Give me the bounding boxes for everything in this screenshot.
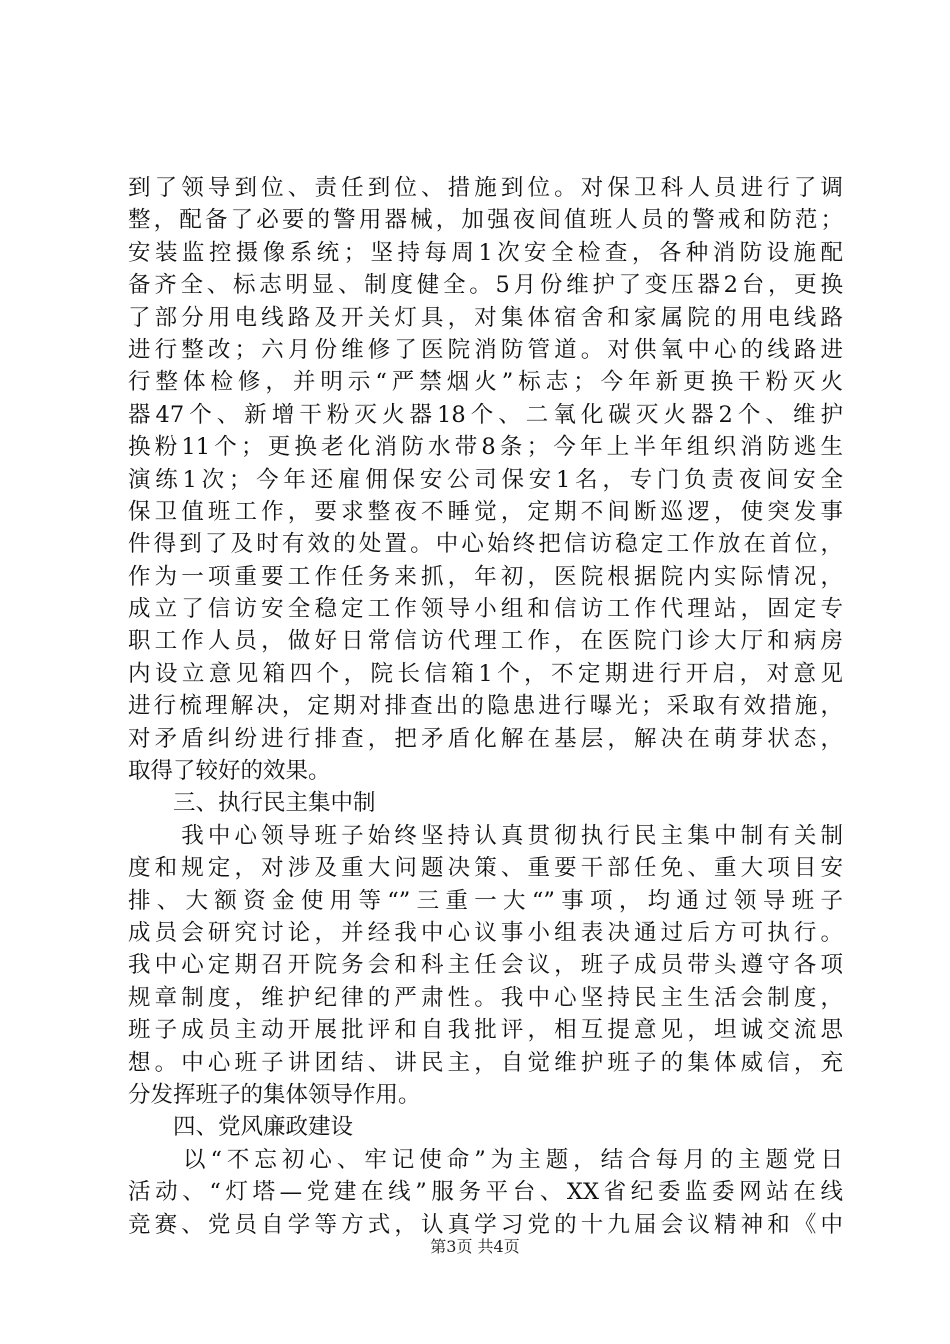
text-line: 器47个、新增干粉灭火器18个、二氧化碳灭火器2个、维护 (128, 401, 843, 428)
text-line: 整，配备了必要的警用器械，加强夜间值班人员的警戒和防范； (128, 207, 843, 234)
text-line: 我中心领导班子始终坚持认真贯彻执行民主集中制有关制 (128, 822, 843, 849)
text-line: 职工作人员，做好日常信访代理工作，在医院门诊大厅和病房 (128, 628, 843, 655)
text-line: 进行梳理解决，定期对排查出的隐患进行曝光；采取有效措施， (128, 693, 843, 720)
text-line: 行整体检修，并明示“严禁烟火”标志；今年新更换干粉灭火 (128, 369, 843, 396)
text-line: 竞赛、党员自学等方式，认真学习党的十九届会议精神和《中 (128, 1211, 843, 1238)
text-line: 对矛盾纠纷进行排查，把矛盾化解在基层，解决在萌芽状态， (128, 725, 843, 752)
document-body (128, 172, 843, 1241)
text-line: 备齐全、标志明显、制度健全。5月份维护了变压器2台，更换 (128, 272, 843, 299)
text-line: 件得到了及时有效的处置。中心始终把信访稳定工作放在首位， (128, 531, 843, 558)
text-line: 规章制度，维护纪律的严肃性。我中心坚持民主生活会制度， (128, 984, 843, 1011)
text-line: 安装监控摄像系统；坚持每周1次安全检查，各种消防设施配 (128, 239, 843, 266)
paragraph-end-line: 取得了较好的效果。 (128, 758, 331, 785)
text-line: 保卫值班工作，要求整夜不睡觉，定期不间断巡逻，使突发事 (128, 498, 843, 525)
text-line: 到了领导到位、责任到位、措施到位。对保卫科人员进行了调 (128, 175, 843, 201)
paragraph-end-line: 分发挥班子的集体领导作用。 (128, 1081, 421, 1108)
text-line: 成员会研究讨论，并经我中心议事小组表决通过后方可执行。 (128, 919, 843, 946)
text-line: 了部分用电线路及开关灯具，对集体宿舍和家属院的用电线路 (128, 304, 843, 331)
text-line: 内设立意见箱四个，院长信箱1个，不定期进行开启，对意见 (128, 660, 843, 687)
section-heading: 三、执行民主集中制 (128, 790, 376, 817)
text-line: 以“不忘初心、牢记使命”为主题，结合每月的主题党日 (128, 1146, 843, 1173)
text-line: 进行整改；六月份维修了医院消防管道。对供氧中心的线路进 (128, 336, 843, 363)
text-line: 活动、“灯塔—党建在线”服务平台、XX省纪委监委网站在线 (128, 1179, 843, 1206)
text-line: 演练1次；今年还雇佣保安公司保安1名，专门负责夜间安全 (128, 466, 843, 493)
text-line: 度和规定，对涉及重大问题决策、重要干部任免、重大项目安 (128, 855, 843, 882)
text-line: 成立了信访安全稳定工作领导小组和信访工作代理站，固定专 (128, 596, 843, 623)
text-line: 想。中心班子讲团结、讲民主，自觉维护班子的集体威信，充 (128, 1049, 843, 1076)
page-number-footer: 第3页 共4页 (430, 1237, 520, 1256)
section-heading: 四、党风廉政建设 (128, 1114, 354, 1141)
text-line: 作为一项重要工作任务来抓，年初，医院根据院内实际情况， (128, 563, 843, 590)
text-line: 换粉11个；更换老化消防水带8条；今年上半年组织消防逃生 (128, 434, 843, 461)
text-line: 班子成员主动开展批评和自我批评，相互提意见，坦诚交流思 (128, 1017, 843, 1044)
text-line: 我中心定期召开院务会和科主任会议，班子成员带头遵守各项 (128, 952, 843, 979)
text-line: 排、大额资金使用等“”三重一大“”事项，均通过领导班子 (128, 887, 843, 914)
